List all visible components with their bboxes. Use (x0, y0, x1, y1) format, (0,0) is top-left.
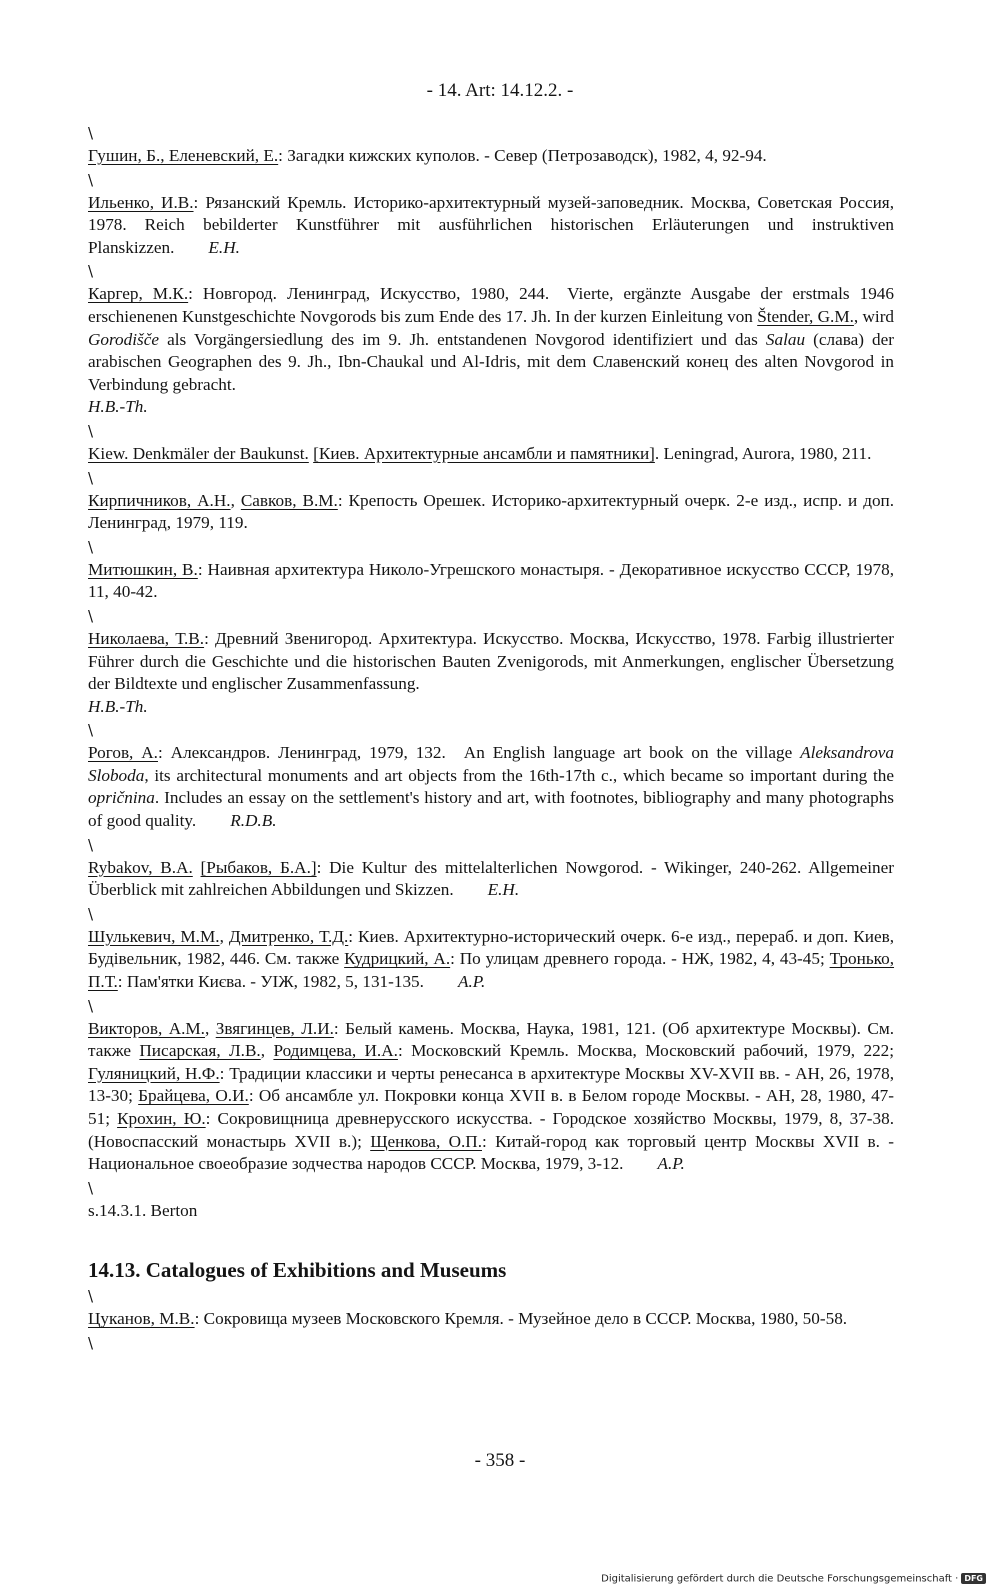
author-link[interactable]: Гушин, Б., Еленевский, Е. (88, 146, 279, 165)
entry-separator: \ (88, 996, 94, 1015)
author-link[interactable]: Викторов, А.М. (88, 1018, 205, 1038)
entry-text: . Leningrad, Aurora, 1980, 211. (654, 443, 872, 463)
entry-separator: \ (88, 1333, 94, 1352)
entry-annotation: Vierte, ergänzte Ausgabe der erstmals 1946 erschienenen Kunstgeschichte Novgorods bis zum Ende des 17. Jh. In der kurzen Einleitung von (88, 284, 894, 326)
entry-text: : Киев. Архитектурно-исторический очерк. 6-е изд., перераб. и доп. Киев, Будівельник, 1982, 446. (88, 926, 895, 969)
entry-text: : Сокровища музеев Московского Кремля. - Музейное дело в СССР. Москва, 1980, 50-58. (194, 1309, 848, 1329)
entry-separator: \ (88, 262, 94, 281)
entry-text: , its architectural monuments and art objects from the 16th-17th c., which became so important during the (144, 765, 894, 785)
italic-term: opričnina (88, 788, 155, 808)
entry-text: : Александров. Ленинград, 1979, 132. (157, 743, 446, 763)
author-separator: , (219, 926, 229, 946)
entry-separator: \ (88, 537, 94, 556)
entry-text: : По улицам древнего города. - НЖ, 1982, 4, 43-45; (450, 949, 825, 969)
author-link[interactable]: Крохин, Ю. (117, 1109, 206, 1128)
author-link[interactable]: Гуляницкий, Н.Ф. (88, 1063, 220, 1083)
entry-text: : Традиции классики и черты ренесанса в архитектуре Москвы XV-XVII вв. - АН, 26, 1978, 13-30; (88, 1063, 894, 1106)
dfg-logo-icon: DFG (961, 1573, 986, 1584)
entry-text: : Об ансамбле ул. Покровки конца XVII в. в Белом городе Москвы. - АН, 28, 1980, 47-51; (88, 1086, 895, 1128)
entry-text: , wird (853, 306, 895, 326)
author-link[interactable]: Митюшкин, В. (88, 559, 198, 579)
reviewer-initials: E.H. (208, 237, 240, 257)
entry-separator: \ (88, 468, 94, 487)
author-separator: , (260, 1041, 274, 1061)
reviewer-initials: A.P. (657, 1154, 685, 1174)
author-link[interactable]: Кирпичников, А.Н. (88, 490, 231, 510)
entry-text: : Белый камень. Москва, Наука, 1981, 121. (333, 1018, 656, 1038)
bibliography-entry (88, 283, 894, 419)
author-link[interactable]: Кудрицкий, А. (344, 949, 451, 969)
author-link[interactable]: Шулькевич, М.М. (88, 926, 220, 946)
entry-annotation: Reich bebilderter Kunstführer mit ausführlichen historischen Erläuterungen und instruktiven Planskizzen. (88, 215, 894, 257)
entry-separator: \ (88, 835, 94, 854)
author-link[interactable]: Цуканов, М.В. (88, 1309, 195, 1329)
footer-text: Digitalisierung gefördert durch die Deutsche Forschungsgemeinschaft · (601, 1573, 959, 1585)
entry-text: : Наивная архитектура Николо-Угрешского монастыря. - Декоративное искусство СССР, 1978, 11, 40-42. (88, 559, 895, 602)
entry-text: : Die Kultur des mittelalterlichen Nowgorod. - Wikinger, 240-262. Allgemeiner Überblick mit zahlreichen Abbildungen und Skizzen. (88, 857, 894, 900)
entry-text: : Древний Звенигород. Архитектура. Искусство. Москва, Искусство, 1978. Farbig illustrierter Führer durch die Geschichte und die historischen Bauten Zvenigorods, mit Anmerkungen, englischer Übersetzung der Bildtexte und englischer Zusammenfassung. (88, 628, 894, 694)
italic-term: Gorodišče (88, 329, 159, 349)
entry-separator: \ (88, 170, 94, 189)
bibliography-entry (88, 192, 894, 260)
italic-term: Aleksandrova Sloboda (88, 743, 895, 785)
bibliography-entry (88, 1018, 894, 1176)
entry-text: См. также (264, 949, 340, 969)
author-link[interactable]: Родимцева, И.А. (273, 1041, 398, 1061)
bibliography-entry (88, 628, 894, 718)
author-link[interactable]: Писарская, Л.В. (139, 1041, 261, 1061)
title-link[interactable]: [Киев. Архитектурные ансамбли и памятники] (313, 443, 655, 463)
author-link[interactable]: Щенкова, О.П. (370, 1131, 482, 1151)
entry-annotation: An English language art book on the village (463, 743, 793, 763)
digitization-footer (601, 1573, 986, 1585)
entry-text: : Сокровищница древнерусского искусства. - Городское хозяйство Москвы, 1979, 8, 37-38. (Новоспасский монастырь XVII в.); (88, 1109, 894, 1151)
reviewer-initials: E.H. (487, 880, 520, 900)
author-link[interactable]: Рогов, А. (88, 743, 158, 763)
bibliography-entry (88, 443, 894, 466)
author-link[interactable]: Štender, G.M. (757, 306, 854, 326)
reviewer-initials: R.D.B. (230, 811, 277, 831)
author-separator: , (204, 1018, 216, 1038)
entry-separator: \ (88, 1287, 94, 1306)
bibliography-list (88, 121, 894, 1355)
entry-text: : Новгород. Ленинград, Искусство, 1980, 244. (188, 284, 550, 304)
reviewer-initials: H.B.-Th. (88, 696, 148, 716)
entry-text: : Китай-город как торговый центр Москвы XVII в. - Национальное своеобразие зодчества народов СССР. Москва, 1979, 3-12. (88, 1131, 894, 1174)
bibliography-entry (88, 145, 894, 168)
bibliography-entry (88, 742, 894, 832)
bibliography-entry (88, 559, 894, 604)
entry-separator: \ (88, 904, 94, 923)
author-link[interactable]: Rybakov, B.A. (88, 857, 193, 877)
entry-text: (слава) der arabischen Geographen des 9. Jh., Ibn-Chaukal und Al-Idris, mit dem Славенский конец des alten Novgorod in Verbindung gebracht. (88, 329, 894, 394)
entry-separator: \ (88, 421, 94, 440)
entry-text: : Пам'ятки Києва. - УІЖ, 1982, 5, 131-135. (117, 972, 424, 992)
running-header: - 14. Art: 14.12.2. - (426, 80, 574, 101)
author-link[interactable]: Савков, В.М. (240, 490, 338, 510)
entry-text: : Крепость Орешек. Историко-архитектурный очерк. 2-е изд., испр. и доп. Ленинград, 1979, 119. (88, 490, 895, 533)
author-link[interactable]: Дмитренко, Т.Д. (228, 926, 349, 946)
author-link[interactable]: Николаева, Т.В. (88, 628, 205, 648)
entry-text: (Об архитектуре Москвы). (662, 1018, 861, 1038)
entry-separator: \ (88, 124, 94, 142)
bibliography-entry (88, 926, 894, 994)
author-link[interactable]: Каргер, М.К. (88, 284, 189, 304)
author-link[interactable]: Тронько, П.Т. (88, 949, 895, 992)
entry-text: : Загадки кижских куполов. - Север (Петрозаводск), 1982, 4, 92-94. (278, 146, 767, 165)
page-number: - 358 - (474, 1450, 526, 1471)
entry-text: als Vorgängersiedlung des im 9. Jh. entstandenen Novgorod identifiziert und das (167, 329, 758, 349)
section-heading: 14.13. Catalogues of Exhibitions and Museums (88, 1258, 507, 1283)
entry-separator: \ (88, 721, 94, 740)
bibliography-entry (88, 490, 894, 535)
entry-separator: \ (88, 606, 94, 625)
author-separator: , (230, 490, 241, 510)
reviewer-initials: H.B.-Th. (88, 397, 148, 417)
entry-text: : Московский Кремль. Москва, Московский рабочий, 1979, 222; (397, 1041, 895, 1061)
cross-reference: s.14.3.1. Berton (88, 1200, 198, 1220)
entry-separator: \ (88, 1178, 94, 1197)
entry-text: . Includes an essay on the settlement's history and art, with footnotes, bibliography and many photographs of good quality. (88, 788, 894, 831)
author-link[interactable]: [Рыбаков, Б.А.] (200, 857, 317, 877)
author-link[interactable]: Ильенко, И.В. (88, 192, 194, 212)
author-link[interactable]: Звягинцев, Л.И. (215, 1018, 334, 1038)
bibliography-entry (88, 857, 894, 902)
reviewer-initials: A.P. (457, 972, 486, 992)
italic-term: Salau (765, 329, 806, 349)
entry-text: См. также (88, 1018, 894, 1061)
title-link[interactable]: Kiew. Denkmäler der Baukunst. (88, 443, 309, 463)
entry-text: : Рязанский Кремль. Историко-архитектурный музей-заповедник. Москва, Советская Россия, 1978. (88, 192, 894, 235)
bibliography-entry (88, 1308, 894, 1331)
author-link[interactable]: Брайцева, О.И. (138, 1086, 249, 1106)
